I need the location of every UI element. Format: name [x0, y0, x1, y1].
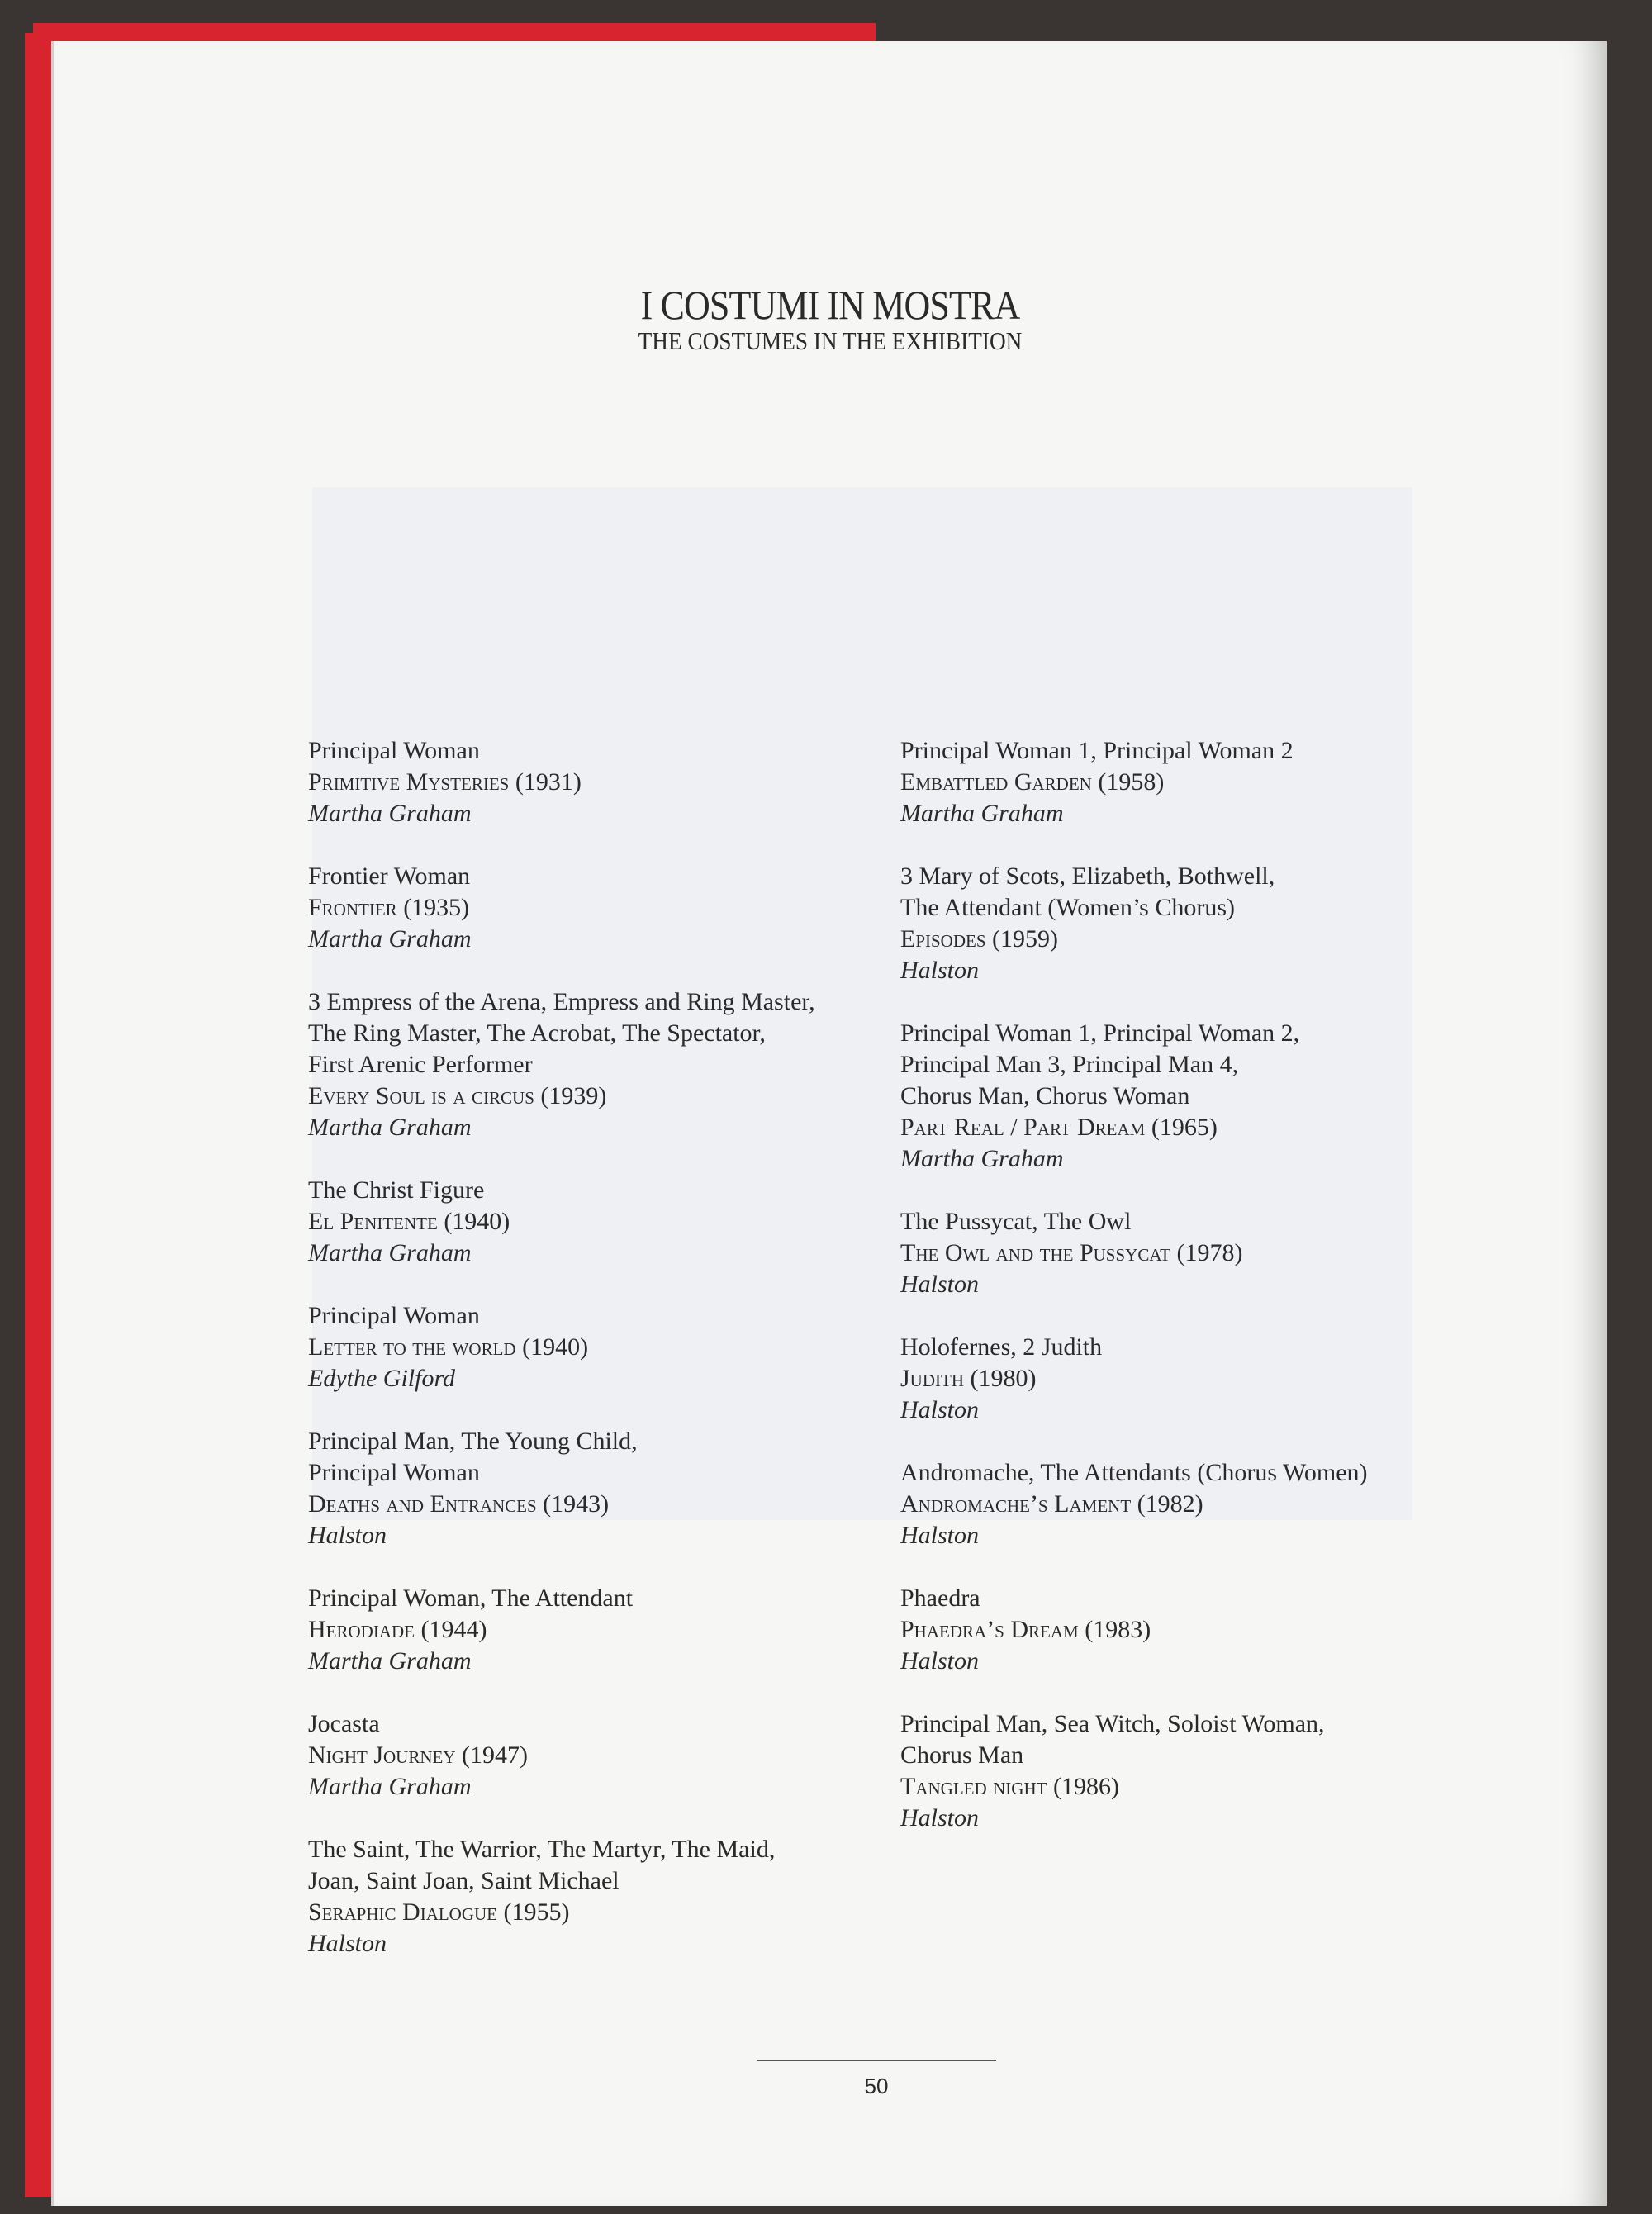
- work-line: [900, 924, 1368, 955]
- work-year: (1940): [444, 1208, 510, 1235]
- roles-line: Chorus Man, Chorus Woman: [900, 1082, 1190, 1109]
- work-year: (1943): [543, 1490, 610, 1518]
- work-line: [308, 892, 815, 924]
- work-year: (1944): [420, 1616, 487, 1643]
- costume-entry: [900, 1018, 1368, 1175]
- designer: Martha Graham: [308, 1647, 472, 1675]
- work-title: Deaths and Entrances: [308, 1490, 537, 1518]
- costume-entry: [308, 1583, 815, 1677]
- roles-line: Phaedra: [900, 1584, 980, 1612]
- roles-line: Jocasta: [308, 1710, 380, 1737]
- roles-line: Chorus Man: [900, 1741, 1024, 1769]
- page-subtitle: THE COSTUMES IN THE EXHIBITION: [638, 326, 1023, 355]
- roles-line: Principal Man, The Young Child,: [308, 1428, 638, 1455]
- work-title: Embattled Garden: [900, 768, 1092, 796]
- costume-entry: [308, 1834, 815, 1960]
- work-year: (1940): [522, 1333, 589, 1361]
- book-page: [51, 41, 1607, 2206]
- work-title: Herodiade: [308, 1616, 415, 1643]
- roles-line: Principal Woman: [308, 737, 480, 764]
- work-line: [308, 1614, 815, 1646]
- roles-line: 3 Mary of Scots, Elizabeth, Bothwell,: [900, 862, 1275, 890]
- work-title: Episodes: [900, 925, 986, 953]
- designer: Halston: [900, 957, 980, 984]
- roles-line: Principal Woman 1, Principal Woman 2: [900, 737, 1294, 764]
- roles-line: Holofernes, 2 Judith: [900, 1333, 1103, 1361]
- roles-line: Andromache, The Attendants (Chorus Women): [900, 1459, 1368, 1486]
- roles-line: The Saint, The Warrior, The Martyr, The Maid,: [308, 1836, 776, 1863]
- designer: Halston: [900, 1804, 980, 1832]
- work-year: (1965): [1151, 1114, 1218, 1141]
- roles-line: Joan, Saint Joan, Saint Michael: [308, 1867, 620, 1894]
- work-year: (1935): [403, 894, 470, 921]
- work-line: [900, 767, 1368, 798]
- work-line: [308, 1489, 815, 1520]
- work-line: [900, 1771, 1368, 1803]
- roles-line: Frontier Woman: [308, 862, 471, 890]
- costume-entry: [900, 1332, 1368, 1426]
- designer: Edythe Gilford: [308, 1365, 456, 1392]
- work-title: Phaedra’s Dream: [900, 1616, 1079, 1643]
- work-year: (1955): [503, 1898, 570, 1926]
- roles-line: 3 Empress of the Arena, Empress and Ring Master,: [308, 988, 815, 1015]
- work-line: [308, 767, 815, 798]
- work-line: [308, 1332, 815, 1363]
- work-year: (1982): [1137, 1490, 1203, 1518]
- work-line: [308, 1081, 815, 1112]
- work-year: (1980): [970, 1365, 1037, 1392]
- costume-entry: [308, 1426, 815, 1551]
- work-line: [308, 1897, 815, 1928]
- costume-entry: [900, 735, 1368, 829]
- designer: Halston: [900, 1647, 980, 1675]
- page-number: 50: [864, 2074, 889, 2098]
- designer: Martha Graham: [308, 1239, 472, 1266]
- costume-entry: [308, 986, 815, 1143]
- designer: Martha Graham: [308, 800, 472, 827]
- designer: Halston: [900, 1396, 980, 1423]
- work-year: (1939): [540, 1082, 607, 1109]
- work-title: Part Real / Part Dream: [900, 1114, 1146, 1141]
- roles-line: Principal Man 3, Principal Man 4,: [900, 1051, 1239, 1078]
- roles-line: The Attendant (Women’s Chorus): [900, 894, 1236, 921]
- work-title: Judith: [900, 1365, 964, 1392]
- work-title: Frontier: [308, 894, 397, 921]
- costume-entry: [900, 1708, 1368, 1834]
- costume-entry: [900, 1457, 1368, 1551]
- work-title: Seraphic Dialogue: [308, 1898, 498, 1926]
- roles-line: The Ring Master, The Acrobat, The Spectator,: [308, 1019, 766, 1047]
- costume-entry: [308, 861, 815, 955]
- work-line: [900, 1614, 1368, 1646]
- work-title: Tangled night: [900, 1773, 1047, 1800]
- work-year: (1983): [1085, 1616, 1151, 1643]
- costume-entry: [900, 1583, 1368, 1677]
- designer: Halston: [308, 1522, 387, 1549]
- work-title: El Penitente: [308, 1208, 438, 1235]
- left-column: [308, 735, 815, 1991]
- costume-entry: [308, 1708, 815, 1803]
- work-year: (1986): [1052, 1773, 1119, 1800]
- work-title: Night Journey: [308, 1741, 456, 1769]
- work-title: The Owl and the Pussycat: [900, 1239, 1170, 1266]
- work-title: Every Soul is a circus: [308, 1082, 534, 1109]
- costume-entry: [308, 1300, 815, 1394]
- page-title: I COSTUMI IN MOSTRA: [640, 282, 1020, 328]
- work-year: (1959): [992, 925, 1058, 953]
- roles-line: Principal Woman, The Attendant: [308, 1584, 634, 1612]
- costume-entry: [900, 861, 1368, 986]
- designer: Martha Graham: [308, 1773, 472, 1800]
- work-line: [900, 1112, 1368, 1143]
- work-line: [308, 1740, 815, 1771]
- work-year: (1931): [515, 768, 582, 796]
- roles-line: Principal Woman: [308, 1302, 480, 1329]
- roles-line: The Pussycat, The Owl: [900, 1208, 1132, 1235]
- designer: Martha Graham: [308, 925, 472, 953]
- work-line: [900, 1489, 1368, 1520]
- designer: Martha Graham: [900, 800, 1064, 827]
- work-year: (1947): [462, 1741, 528, 1769]
- roles-line: Principal Woman: [308, 1459, 480, 1486]
- work-year: (1978): [1176, 1239, 1243, 1266]
- designer: Martha Graham: [900, 1145, 1064, 1172]
- work-line: [900, 1363, 1368, 1394]
- designer: Halston: [900, 1522, 980, 1549]
- costume-entry: [900, 1206, 1368, 1300]
- work-title: Andromache’s Lament: [900, 1490, 1132, 1518]
- designer: Halston: [308, 1930, 387, 1957]
- roles-line: Principal Man, Sea Witch, Soloist Woman,: [900, 1710, 1325, 1737]
- work-title: Primitive Mysteries: [308, 768, 510, 796]
- costume-entry: [308, 735, 815, 829]
- work-line: [308, 1206, 815, 1238]
- work-title: Letter to the world: [308, 1333, 516, 1361]
- designer: Martha Graham: [308, 1114, 472, 1141]
- footer-rule: [757, 2060, 996, 2061]
- designer: Halston: [900, 1271, 980, 1298]
- work-year: (1958): [1098, 768, 1165, 796]
- roles-line: Principal Woman 1, Principal Woman 2,: [900, 1019, 1300, 1047]
- right-column: [900, 735, 1368, 1865]
- roles-line: The Christ Figure: [308, 1176, 485, 1204]
- costume-entry: [308, 1175, 815, 1269]
- work-line: [900, 1238, 1368, 1269]
- roles-line: First Arenic Performer: [308, 1051, 533, 1078]
